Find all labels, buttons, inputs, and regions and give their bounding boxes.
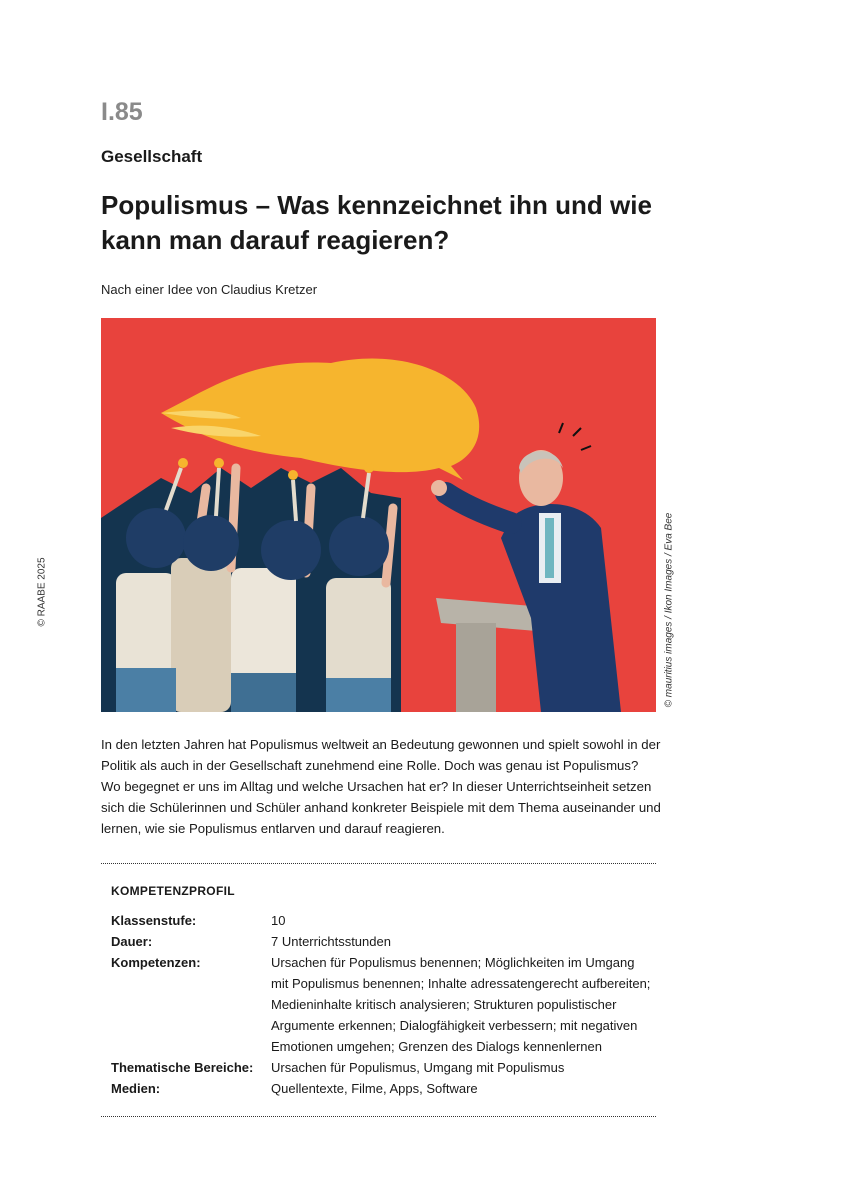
page-title: Populismus – Was kennzeichnet ihn und wie kann man darauf reagieren? [101, 190, 652, 255]
bomb-head-3 [261, 520, 321, 580]
profile-row-grade [111, 910, 656, 931]
unit-code: I.85 [101, 98, 143, 126]
profile-label: Klassenstufe: [111, 913, 197, 928]
person-jeans-3 [231, 673, 296, 712]
profile-label: Dauer: [111, 934, 153, 949]
profile-value: Ursachen für Populismus, Umgang mit Populismus [271, 1060, 565, 1075]
person-jeans-4 [326, 678, 391, 712]
author-line: Nach einer Idee von Claudius Kretzer [101, 282, 318, 297]
bomb-head-1 [126, 508, 186, 568]
profile-heading: KOMPETENZPROFIL [111, 884, 235, 898]
category-label: Gesellschaft [101, 147, 203, 166]
bomb-head-4 [329, 516, 389, 576]
profile-value: Ursachen für Populismus benennen; Möglichkeiten im Umgang mit Populismus benennen; Inhalte adressatengerecht aufbereiten; Medieninhalte kritisch analysieren; Strukturen populistischer Argumente erkennen; Dialogfähigkeit verbessern; mit negativen Emotionen umgehen; Grenzen des Dialogs kennenlernen [271, 955, 651, 1054]
politician-hand [431, 480, 447, 496]
divider-top [101, 863, 656, 864]
profile-label: Medien: [111, 1081, 161, 1096]
person-jeans-1 [116, 668, 176, 712]
divider-bottom [101, 1116, 656, 1117]
spark-3 [288, 470, 298, 480]
politician-tie [545, 518, 554, 578]
populism-illustration [101, 318, 656, 712]
person-body-2 [171, 558, 231, 712]
podium-stand [456, 623, 496, 712]
bomb-head-2 [183, 515, 239, 571]
profile-value: 10 [271, 913, 286, 928]
competence-profile [111, 884, 656, 1099]
profile-value: Quellentexte, Filme, Apps, Software [271, 1081, 478, 1096]
spark-2 [214, 458, 224, 468]
profile-row-media [111, 1078, 656, 1099]
profile-row-duration [111, 931, 656, 952]
side-copyright: © RAABE 2025 [36, 557, 48, 627]
profile-label: Kompetenzen: [111, 955, 201, 970]
spark-4 [364, 463, 374, 473]
profile-value: 7 Unterrichtsstunden [271, 934, 391, 949]
intro-paragraph: In den letzten Jahren hat Populismus weltweit an Bedeutung gewonnen und spielt sowohl in der Politik als auch in der Gesellschaft zunehmend eine Rolle. Doch was genau ist Populismus? Wo begegnet er uns im Alltag und welche Ursachen hat er? In dieser Unterrichtseinheit setzen sich die Schülerinnen und Schüler anhand konkreter Beispiele mit dem Thema auseinander und lernen, wie sie Populismus entlarven und darauf reagieren. [101, 737, 661, 836]
profile-row-topics [111, 1057, 656, 1078]
profile-row-competences [111, 952, 656, 1057]
spark-1 [178, 458, 188, 468]
photo-credit: © mauritius images / Ikon Images / Eva Bee [663, 512, 675, 708]
profile-label: Thematische Bereiche: [111, 1060, 254, 1075]
